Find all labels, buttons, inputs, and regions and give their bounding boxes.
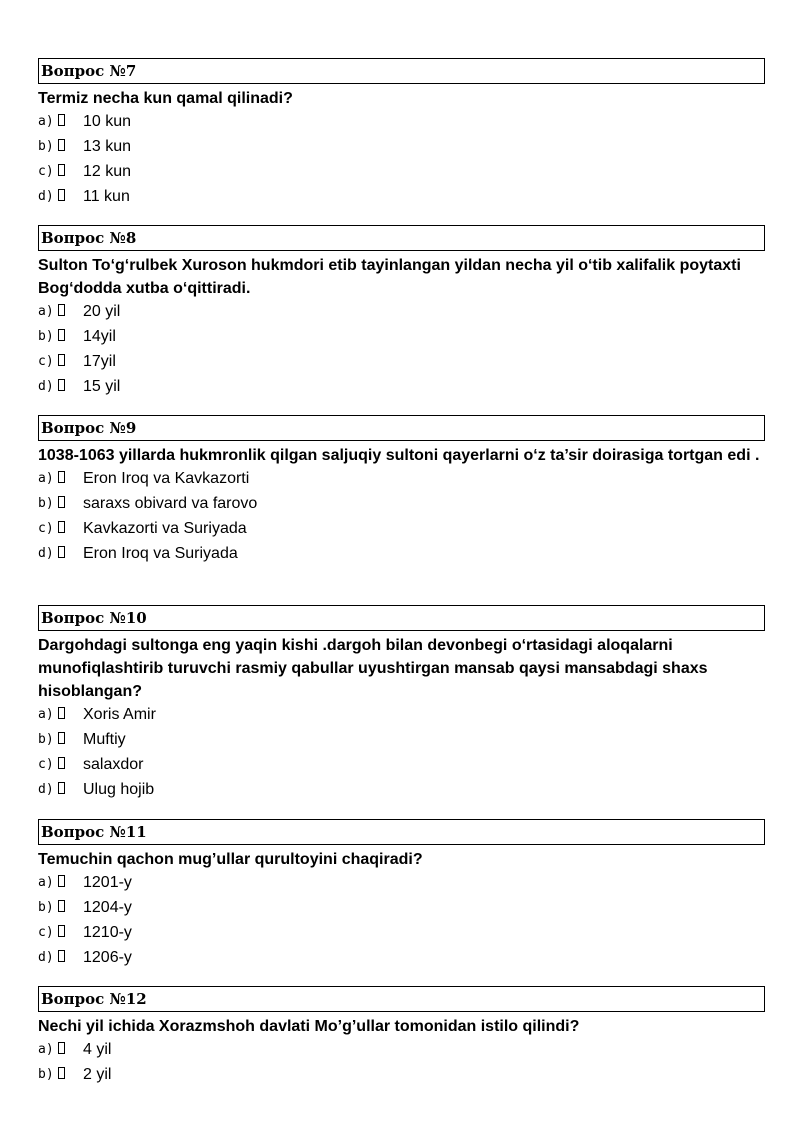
answer-option[interactable]	[38, 110, 765, 135]
answer-option[interactable]	[38, 728, 765, 753]
option-text: 15 yil	[83, 378, 121, 395]
option-text: Kavkazorti va Suriyada	[83, 520, 247, 537]
checkbox-icon[interactable]	[58, 164, 65, 176]
option-letter: b)	[38, 900, 54, 915]
option-text: 1206-y	[83, 949, 132, 966]
checkbox-icon[interactable]	[58, 379, 65, 391]
option-text: Ulug hojib	[83, 781, 155, 798]
checkbox-icon[interactable]	[58, 546, 65, 558]
question-header: Вопрос №11	[38, 819, 765, 845]
question-header: Вопрос №8	[38, 225, 765, 251]
checkbox-icon[interactable]	[58, 496, 65, 508]
option-letter: c)	[38, 925, 54, 940]
checkbox-icon[interactable]	[58, 114, 65, 126]
option-letter: b)	[38, 139, 54, 154]
option-letter: a)	[38, 707, 54, 722]
checkbox-icon[interactable]	[58, 757, 65, 769]
checkbox-icon[interactable]	[58, 1042, 65, 1054]
checkbox-icon[interactable]	[58, 732, 65, 744]
option-text: 17yil	[83, 353, 116, 370]
answer-option[interactable]	[38, 517, 765, 542]
answer-option[interactable]	[38, 350, 765, 375]
option-text: 1201-y	[83, 874, 132, 891]
option-text: salaxdor	[83, 756, 144, 773]
answer-option[interactable]	[38, 542, 765, 567]
option-letter: c)	[38, 354, 54, 369]
option-letter: c)	[38, 164, 54, 179]
question-block	[38, 819, 765, 971]
option-text: saraxs obivard va farovo	[83, 495, 258, 512]
option-letter: a)	[38, 304, 54, 319]
answer-option[interactable]	[38, 778, 765, 803]
option-letter: c)	[38, 521, 54, 536]
answer-option[interactable]	[38, 135, 765, 160]
answer-option[interactable]	[38, 185, 765, 210]
answer-option[interactable]	[38, 921, 765, 946]
question-text: Sulton To‘g‘rulbek Xuroson hukmdori etib tayinlangan yildan necha yil o‘tib xalifalik poytaxti Bog‘dodda xutba o‘qittiradi.	[38, 257, 741, 297]
option-text: 12 kun	[83, 163, 132, 180]
answer-option[interactable]	[38, 375, 765, 400]
checkbox-icon[interactable]	[58, 925, 65, 937]
option-letter: d)	[38, 782, 54, 797]
answer-option[interactable]	[38, 160, 765, 185]
checkbox-icon[interactable]	[58, 521, 65, 533]
option-letter: b)	[38, 1067, 54, 1082]
option-text: Eron Iroq va Suriyada	[83, 545, 238, 562]
answer-option[interactable]	[38, 1038, 765, 1063]
option-letter: d)	[38, 379, 54, 394]
answer-option[interactable]	[38, 871, 765, 896]
question-header: Вопрос №9	[38, 415, 765, 441]
answer-option[interactable]	[38, 896, 765, 921]
option-letter: c)	[38, 757, 54, 772]
answer-option[interactable]	[38, 753, 765, 778]
option-text: 10 kun	[83, 113, 132, 130]
option-text: Xoris Amir	[83, 706, 156, 723]
option-letter: b)	[38, 732, 54, 747]
question-text: Termiz necha kun qamal qilinadi?	[38, 90, 293, 107]
question-text: 1038-1063 yillarda hukmronlik qilgan saljuqiy sultoni qayerlarni o‘z ta’sir doirasiga tortgan edi .	[38, 447, 760, 464]
checkbox-icon[interactable]	[58, 189, 65, 201]
answer-option[interactable]	[38, 325, 765, 350]
option-text: 14yil	[83, 328, 116, 345]
question-header: Вопрос №10	[38, 605, 765, 631]
checkbox-icon[interactable]	[58, 782, 65, 794]
checkbox-icon[interactable]	[58, 139, 65, 151]
option-text: 13 kun	[83, 138, 132, 155]
checkbox-icon[interactable]	[58, 1067, 65, 1079]
checkbox-icon[interactable]	[58, 900, 65, 912]
option-text: 11 kun	[83, 188, 130, 205]
option-letter: a)	[38, 114, 54, 129]
option-text: 2 yil	[83, 1066, 112, 1083]
checkbox-icon[interactable]	[58, 304, 65, 316]
answer-option[interactable]	[38, 492, 765, 517]
option-letter: b)	[38, 496, 54, 511]
answer-option[interactable]	[38, 703, 765, 728]
option-letter: a)	[38, 471, 54, 486]
option-text: 1204-y	[83, 899, 132, 916]
answer-option[interactable]	[38, 1063, 765, 1088]
option-letter: a)	[38, 875, 54, 890]
answer-option[interactable]	[38, 467, 765, 492]
question-header: Вопрос №7	[38, 58, 765, 84]
checkbox-icon[interactable]	[58, 875, 65, 887]
option-letter: a)	[38, 1042, 54, 1057]
question-block	[38, 986, 765, 1088]
option-letter: d)	[38, 546, 54, 561]
question-block	[38, 225, 765, 400]
question-header: Вопрос №12	[38, 986, 765, 1012]
option-letter: d)	[38, 189, 54, 204]
checkbox-icon[interactable]	[58, 329, 65, 341]
option-text: 20 yil	[83, 303, 121, 320]
option-letter: d)	[38, 950, 54, 965]
question-block	[38, 415, 765, 567]
checkbox-icon[interactable]	[58, 354, 65, 366]
answer-option[interactable]	[38, 300, 765, 325]
option-text: Eron Iroq va Kavkazorti	[83, 470, 250, 487]
question-text: Temuchin qachon mug’ullar qurultoyini chaqiradi?	[38, 851, 423, 868]
option-text: 1210-y	[83, 924, 132, 941]
question-text: Dargohdagi sultonga eng yaqin kishi .dargoh bilan devonbegi o‘rtasidagi aloqalarni munofiqlashtirib turuvchi rasmiy qabullar uyushtirgan mansab qaysi mansabdagi shaxs hisoblangan?	[38, 637, 708, 700]
question-block	[38, 605, 765, 803]
checkbox-icon[interactable]	[58, 471, 65, 483]
question-block	[38, 58, 765, 210]
option-text: Muftiy	[83, 731, 126, 748]
answer-option[interactable]	[38, 946, 765, 971]
checkbox-icon[interactable]	[58, 950, 65, 962]
option-letter: b)	[38, 329, 54, 344]
question-text: Nechi yil ichida Xorazmshoh davlati Mo’g’ullar tomonidan istilo qilindi?	[38, 1018, 580, 1035]
checkbox-icon[interactable]	[58, 707, 65, 719]
option-text: 4 yil	[83, 1041, 112, 1058]
